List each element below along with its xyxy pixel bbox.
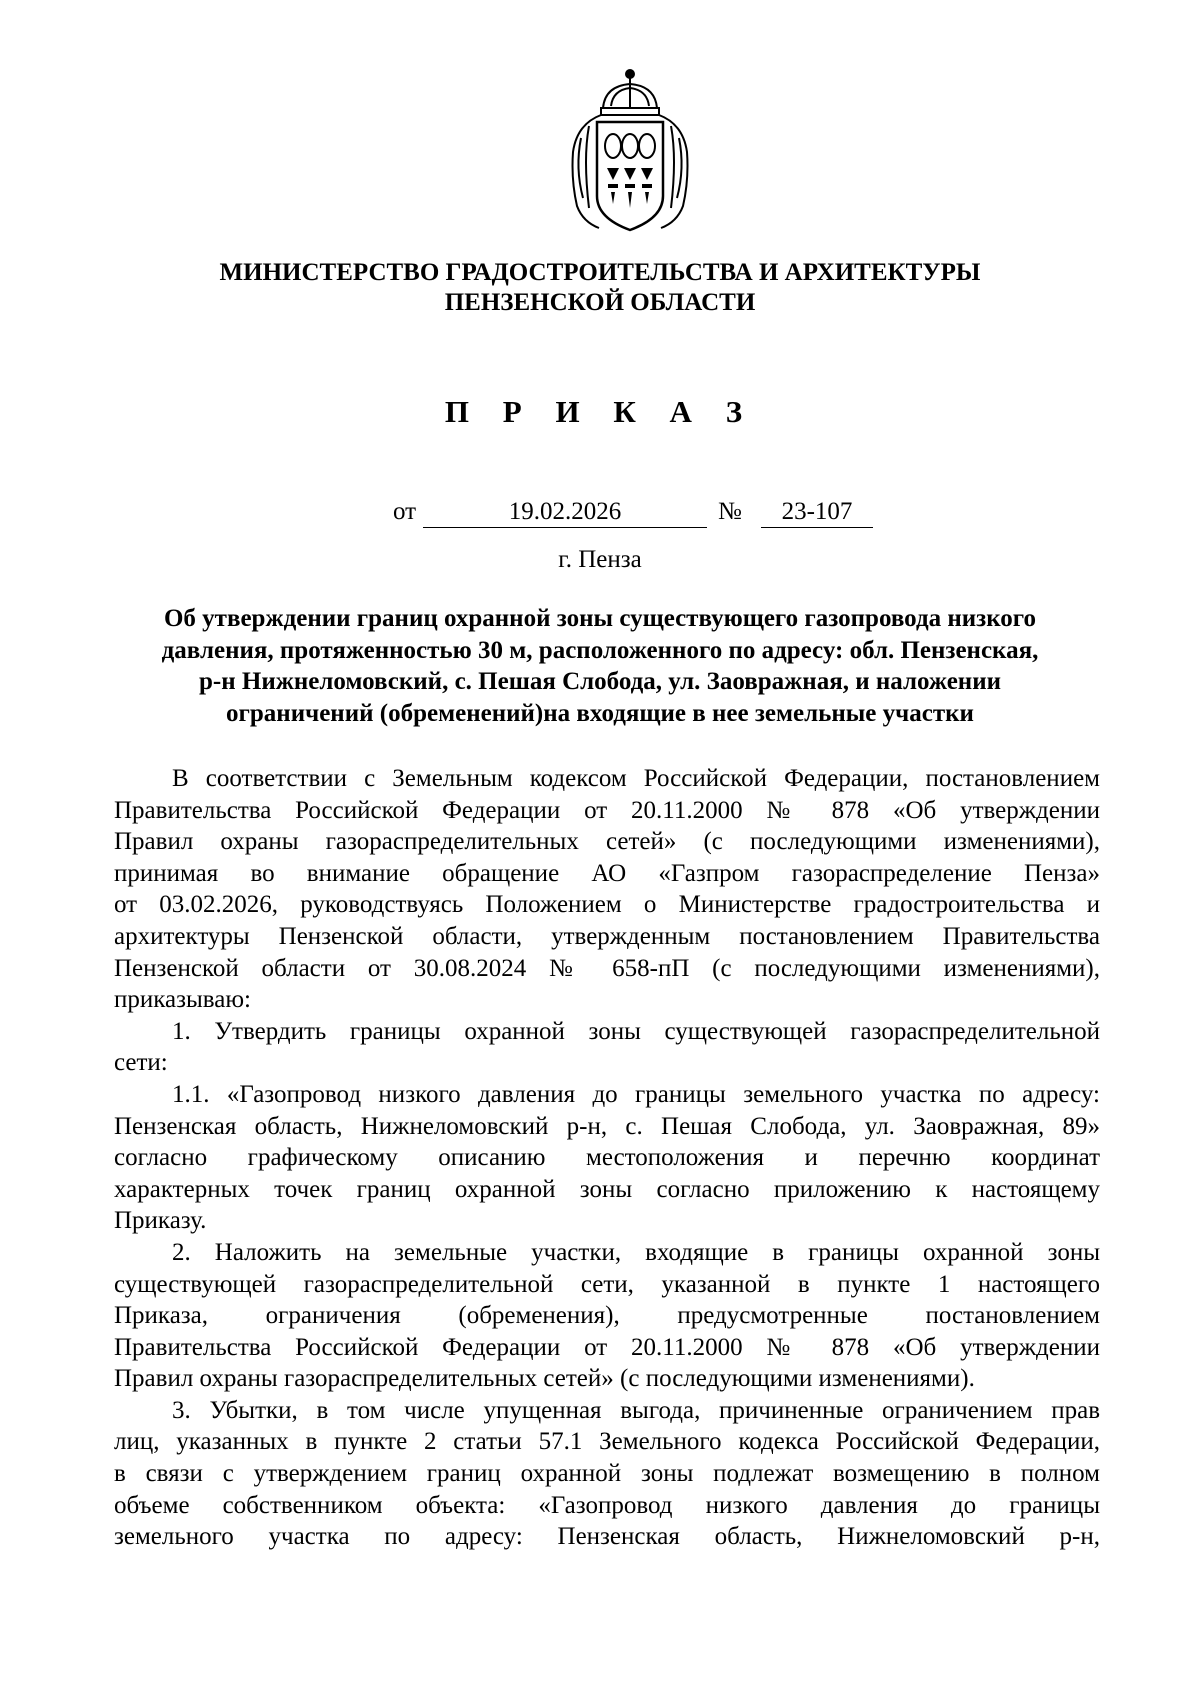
body-line: приказываю:	[114, 986, 251, 1014]
body-line: сети:	[114, 1049, 168, 1077]
body-line: 1. Утвердить границы охранной зоны существующей газораспределительной	[172, 1017, 1100, 1045]
date-prefix: от	[393, 498, 417, 525]
body-line: объеме собственником объекта: «Газопровод низкого давления до границы	[114, 1491, 1100, 1519]
body-line: существующей газораспределительной сети, указанной в пункте 1 настоящего	[114, 1270, 1100, 1298]
body-line: характерных точек границ охранной зоны согласно приложению к настоящему	[114, 1175, 1100, 1203]
ministry-name-line-1: МИНИСТЕРСТВО ГРАДОСТРОИТЕЛЬСТВА И АРХИТЕКТУРЫ	[219, 259, 981, 286]
body-line: Правительства Российской Федерации от 20.11.2000 № 878 «Об утверждении	[114, 796, 1100, 824]
body-line: в связи с утверждением границ охранной зоны подлежат возмещению в полном	[114, 1460, 1100, 1488]
order-number: 23-107	[761, 497, 873, 528]
body-line: архитектуры Пензенской области, утвержденным постановлением Правительства	[114, 922, 1100, 950]
body-line: принимая во внимание обращение АО «Газпром газораспределение Пенза»	[114, 859, 1100, 887]
body-line: Правил охраны газораспределительных сетей» (с последующими изменениями),	[114, 828, 1100, 856]
order-subject	[115, 603, 1085, 729]
number-prefix: №	[718, 498, 742, 525]
coat-of-arms-icon	[563, 68, 697, 238]
subject-line: давления, протяженностью 30 м, расположенного по адресу: обл. Пензенская,	[161, 636, 1039, 664]
body-line: 2. Наложить на земельные участки, входящие в границы охранной зоны	[172, 1238, 1100, 1266]
ministry-name	[100, 258, 1100, 318]
body-line: 1.1. «Газопровод низкого давления до границы земельного участка по адресу:	[172, 1080, 1100, 1108]
body-line: земельного участка по адресу: Пензенская область, Нижнеломовский р-н,	[114, 1523, 1100, 1551]
body-line: от 03.02.2026, руководствуясь Положением о Министерстве градостроительства и	[114, 891, 1100, 919]
subject-line: Об утверждении границ охранной зоны существующего газопровода низкого	[163, 605, 1037, 632]
ministry-name-line-2: ПЕНЗЕНСКОЙ ОБЛАСТИ	[444, 289, 756, 316]
body-line: 3. Убытки, в том числе упущенная выгода, причиненные ограничением прав	[172, 1396, 1100, 1424]
subject-line: р-н Нижнеломовский, с. Пешая Слобода, ул. Заовражная, и наложении	[198, 668, 1002, 695]
body-line: лиц, указанных в пункте 2 статьи 57.1 Земельного кодекса Российской Федерации,	[114, 1428, 1100, 1456]
city: г. Пенза	[558, 546, 642, 573]
body-line: В соответствии с Земельным кодексом Российской Федерации, постановлением	[172, 765, 1100, 792]
body-line: Пензенская область, Нижнеломовский р-н, с. Пешая Слобода, ул. Заовражная, 89»	[114, 1112, 1100, 1140]
body-line: Приказу.	[114, 1207, 207, 1235]
document-type-title: П Р И К А З	[444, 394, 756, 429]
body-line: Приказа, ограничения (обременения), предусмотренные постановлением	[114, 1302, 1100, 1330]
body-line: Правил охраны газораспределительных сетей» (с последующими изменениями).	[114, 1365, 975, 1393]
order-date: 19.02.2026	[423, 497, 707, 528]
body-line: Правительства Российской Федерации от 20.11.2000 № 878 «Об утверждении	[114, 1333, 1100, 1361]
body-line: Пензенской области от 30.08.2024 № 658-пП (с последующими изменениями),	[114, 954, 1100, 982]
body-line: согласно графическому описанию местоположения и перечню координат	[114, 1144, 1100, 1172]
subject-line: ограничений (обременений)на входящие в нее земельные участки	[226, 699, 974, 727]
order-body	[114, 763, 1100, 1553]
